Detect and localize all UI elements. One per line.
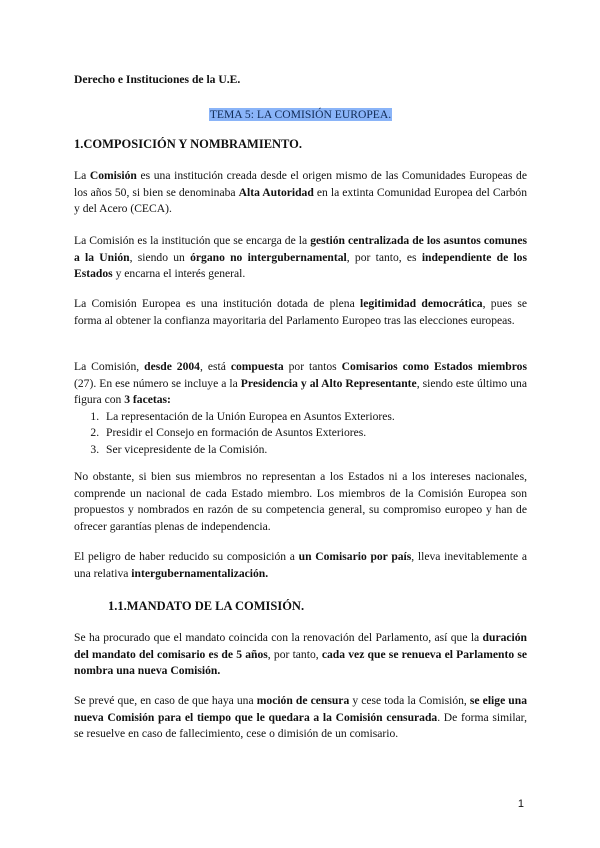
document-title-line [74,107,527,124]
bold-run: 3 facetas: [124,393,171,406]
course-header: Derecho e Instituciones de la U.E. [74,73,241,86]
paragraph-4-block [74,359,527,458]
bold-run: moción de censura [256,694,350,707]
bold-run: órgano no intergubernamental [190,250,347,264]
text-run: es una institución creada desde el origen mismo de las Comunidades Europeas de los años 50, si bien se denominaba [74,169,527,199]
text-run: , siendo este último una figura con [74,376,527,406]
text-run: La Comisión, [74,360,145,373]
text-run: Se prevé que, en caso de que haya una [74,694,257,707]
paragraph-3 [74,296,527,329]
text-run: y encarna el interés general. [112,267,246,280]
text-run: El peligro de haber reducido su composición a [74,550,299,563]
text-run: , lleva inevitablemente a una relativa [74,550,527,580]
paragraph-5: No obstante, si bien sus miembros no representan a los Estados ni a los intereses nacionales, comprende un nacional de cada Estado miembro. Los miembros de la Comisión Europea son propuestos y nombrados en razón de su competencia general, su compromiso europeo y han de ofrecer garantías plenas de independencia. [74,470,527,533]
bold-run: Alta Autoridad [238,185,314,199]
text-run: La Comisión es la institución que se encarga de la [74,234,311,247]
bold-run: independiente de los Estados [74,250,527,280]
text-run: , por tanto, es [346,250,422,264]
bold-run: gestión centralizada de los asuntos comunes a la Unión [74,234,527,264]
bold-run: compuesta [230,360,284,373]
paragraph-1 [74,168,527,218]
section-heading-1: 1.COMPOSICIÓN Y NOMBRAMIENTO. [74,137,303,151]
paragraph-6 [74,549,527,582]
section-heading-1-1: 1.1.MANDATO DE LA COMISIÓN. [108,599,305,613]
text-run: La [74,169,90,182]
bold-run: intergubernamentalización. [131,566,269,580]
bold-run: se elige una nueva Comisión para el tiempo que le quedara a la Comisión censurada [74,694,528,724]
text-run: La Comisión Europea es una institución dotada de plena [74,297,361,310]
facetas-list [74,409,527,459]
text-run: , pues se forma al obtener la confianza mayoritaria del Parlamento Europeo tras las elecciones europeas. [74,297,527,327]
paragraph-4 [74,359,527,409]
bold-run: desde 2004 [144,360,200,373]
text-run: en la extinta Comunidad Europea del Carbón y del Acero (CECA). [74,185,528,215]
text-run: por tantos [283,360,342,373]
page-number: 1 [517,798,524,810]
text-run: , está [199,360,231,373]
bold-run: Comisión [89,169,137,182]
list-item: 2. Presidir el Consejo en formación de Asuntos Exteriores. [102,425,527,442]
bold-run: duración del mandato del comisario es de 5 años [74,631,527,661]
list-item: 3. Ser vicepresidente de la Comisión. [102,442,527,459]
text-run: . De forma similar, se resuelve en caso de fallecimiento, cese o dimisión de un comisario. [74,710,527,740]
bold-run: un Comisario por país [298,550,412,563]
text-run: , por tanto, [267,647,322,661]
paragraph-2 [74,233,527,283]
text-run: (27). En ese número se incluye a la [74,376,241,390]
bold-run: Presidencia y al Alto Representante [240,376,417,390]
text-run: y cese toda la Comisión, [349,694,470,707]
text-run: , siendo un [129,250,191,264]
document-title: TEMA 5: LA COMISIÓN EUROPEA. [209,108,392,121]
bold-run: legitimidad democrática [360,297,483,310]
paragraph-7 [74,630,527,680]
text-run: Se ha procurado que el mandato coincida con la renovación del Parlamento, así que la [74,631,483,644]
paragraph-8 [74,693,527,743]
list-item: 1. La representación de la Unión Europea en Asuntos Exteriores. [102,409,527,426]
bold-run: cada vez que se renueva el Parlamento se nombra una nueva Comisión. [74,647,527,677]
bold-run: Comisarios como Estados miembros [341,360,527,373]
